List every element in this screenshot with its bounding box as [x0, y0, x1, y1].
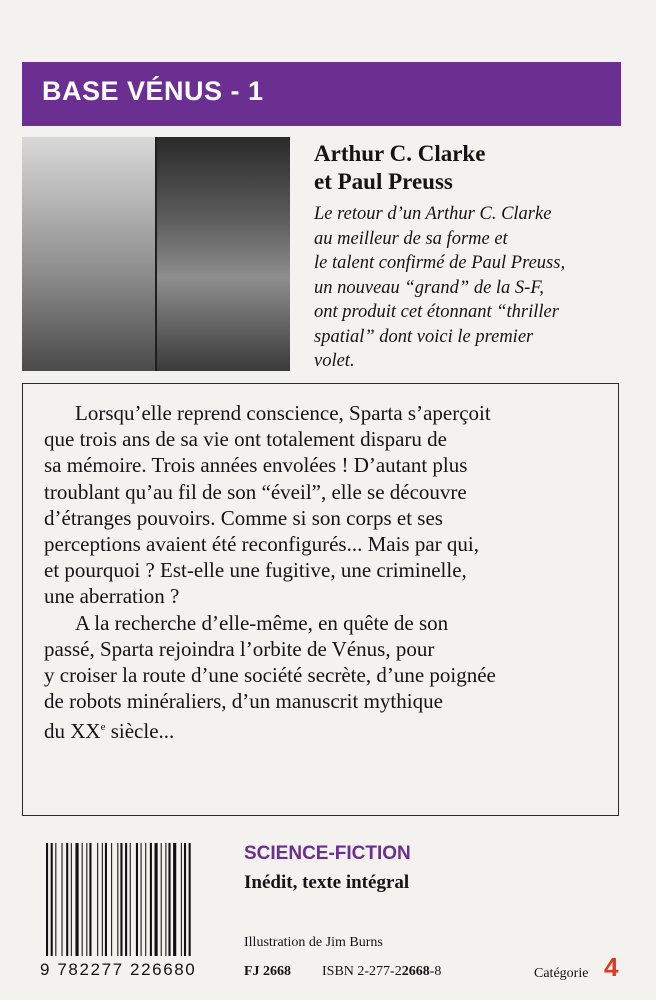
synopsis-text: du XX: [44, 719, 101, 744]
synopsis-line: A la recherche d’elle-même, en quête de son: [75, 610, 449, 635]
author-photos: [22, 137, 290, 371]
barcode-bar: [165, 843, 166, 956]
category-label: Catégorie: [534, 966, 589, 981]
blurb-line: un nouveau “grand” de la S-F,: [314, 277, 544, 298]
genre-label: SCIENCE-FICTION: [244, 843, 411, 864]
barcode-bar: [173, 843, 176, 956]
barcode-bar: [105, 843, 107, 956]
barcode-bar: [86, 843, 87, 956]
barcode-bar: [97, 843, 98, 956]
blurb-line: volet.: [314, 351, 355, 371]
barcode-bar: [145, 843, 146, 956]
barcode-bar: [102, 843, 103, 956]
photo-divider: [155, 137, 157, 371]
synopsis-line: que trois ans de sa vie ont totalement disparu de: [44, 427, 447, 452]
blurb: [314, 202, 634, 374]
barcode-bar: [46, 843, 48, 956]
blurb-line: spatial” dont voici le premier: [314, 326, 534, 347]
isbn: [322, 964, 441, 980]
synopsis-line: y croiser la route d’une société secrète, d’une poignée: [44, 663, 496, 688]
synopsis-line: une aberration ?: [44, 584, 180, 609]
author-photo-preuss: [156, 137, 290, 371]
barcode-bar: [71, 843, 72, 956]
barcode-bar: [66, 843, 68, 956]
author-photo-clarke: [22, 137, 156, 371]
barcode-bar: [184, 843, 186, 956]
illustration-credit: Illustration de Jim Burns: [244, 935, 383, 950]
author-names: [314, 140, 634, 196]
barcode-bar: [55, 843, 56, 956]
barcode-bar: [130, 843, 131, 956]
synopsis-line: d’étranges pouvoirs. Comme si son corps et ses: [44, 505, 443, 530]
barcode-bar: [89, 843, 91, 956]
category-number: 4: [604, 952, 619, 982]
superscript: e: [100, 721, 106, 734]
synopsis-line: Lorsqu’elle reprend conscience, Sparta s’aperçoit: [75, 401, 491, 425]
isbn-suffix: -8: [429, 964, 442, 979]
synopsis-line: passé, Sparta rejoindra l’orbite de Vénus, pour: [44, 636, 435, 661]
synopsis: [44, 400, 614, 745]
barcode: [46, 843, 230, 956]
blurb-line: au meilleur de sa forme et: [314, 228, 508, 249]
barcode-bar: [141, 843, 142, 956]
isbn-bold: 2668: [401, 964, 430, 979]
author-line: Arthur C. Clarke: [314, 141, 486, 166]
author-line: et Paul Preuss: [314, 169, 453, 194]
barcode-bar: [82, 843, 83, 956]
synopsis-line: perceptions avaient été reconfigurés... Mais par qui,: [44, 532, 480, 557]
synopsis-line: et pourquoi ? Est-elle une fugitive, une criminelle,: [44, 558, 467, 583]
edition-label: Inédit, texte intégral: [244, 872, 410, 893]
isbn-prefix: ISBN 2-277-2: [322, 964, 402, 979]
catalog-code: FJ 2668: [244, 964, 292, 979]
barcode-bar: [62, 843, 63, 956]
barcode-bar: [168, 843, 170, 956]
barcode-bar: [51, 843, 53, 956]
barcode-bar: [75, 843, 78, 956]
barcode-bar: [161, 843, 162, 956]
blurb-line: Le retour d’un Arthur C. Clarke: [314, 204, 552, 224]
synopsis-line: troublant qu’au fil de son “éveil”, elle se découvre: [44, 479, 467, 504]
barcode-bar: [111, 843, 112, 956]
blurb-line: ont produit cet étonnant “thriller: [314, 302, 559, 322]
synopsis-text: siècle...: [105, 719, 175, 744]
blurb-line: le talent confirmé de Paul Preuss,: [314, 253, 566, 273]
barcode-digits: 9 782277 226680: [40, 960, 197, 979]
barcode-bar: [120, 843, 122, 956]
barcode-bar: [125, 843, 127, 956]
barcode-bar: [155, 843, 158, 956]
series-banner: [22, 62, 621, 126]
synopsis-line: de robots minéraliers, d’un manuscrit mythique: [44, 689, 443, 714]
barcode-bar: [136, 843, 138, 956]
synopsis-line: [44, 714, 614, 744]
barcode-bar: [150, 843, 152, 956]
synopsis-line: sa mémoire. Trois années envolées ! D’autant plus: [44, 453, 468, 478]
series-title: BASE VÉNUS - 1: [42, 76, 264, 106]
barcode-bar: [181, 843, 182, 956]
barcode-bar: [189, 843, 191, 956]
barcode-bar: [117, 843, 118, 956]
